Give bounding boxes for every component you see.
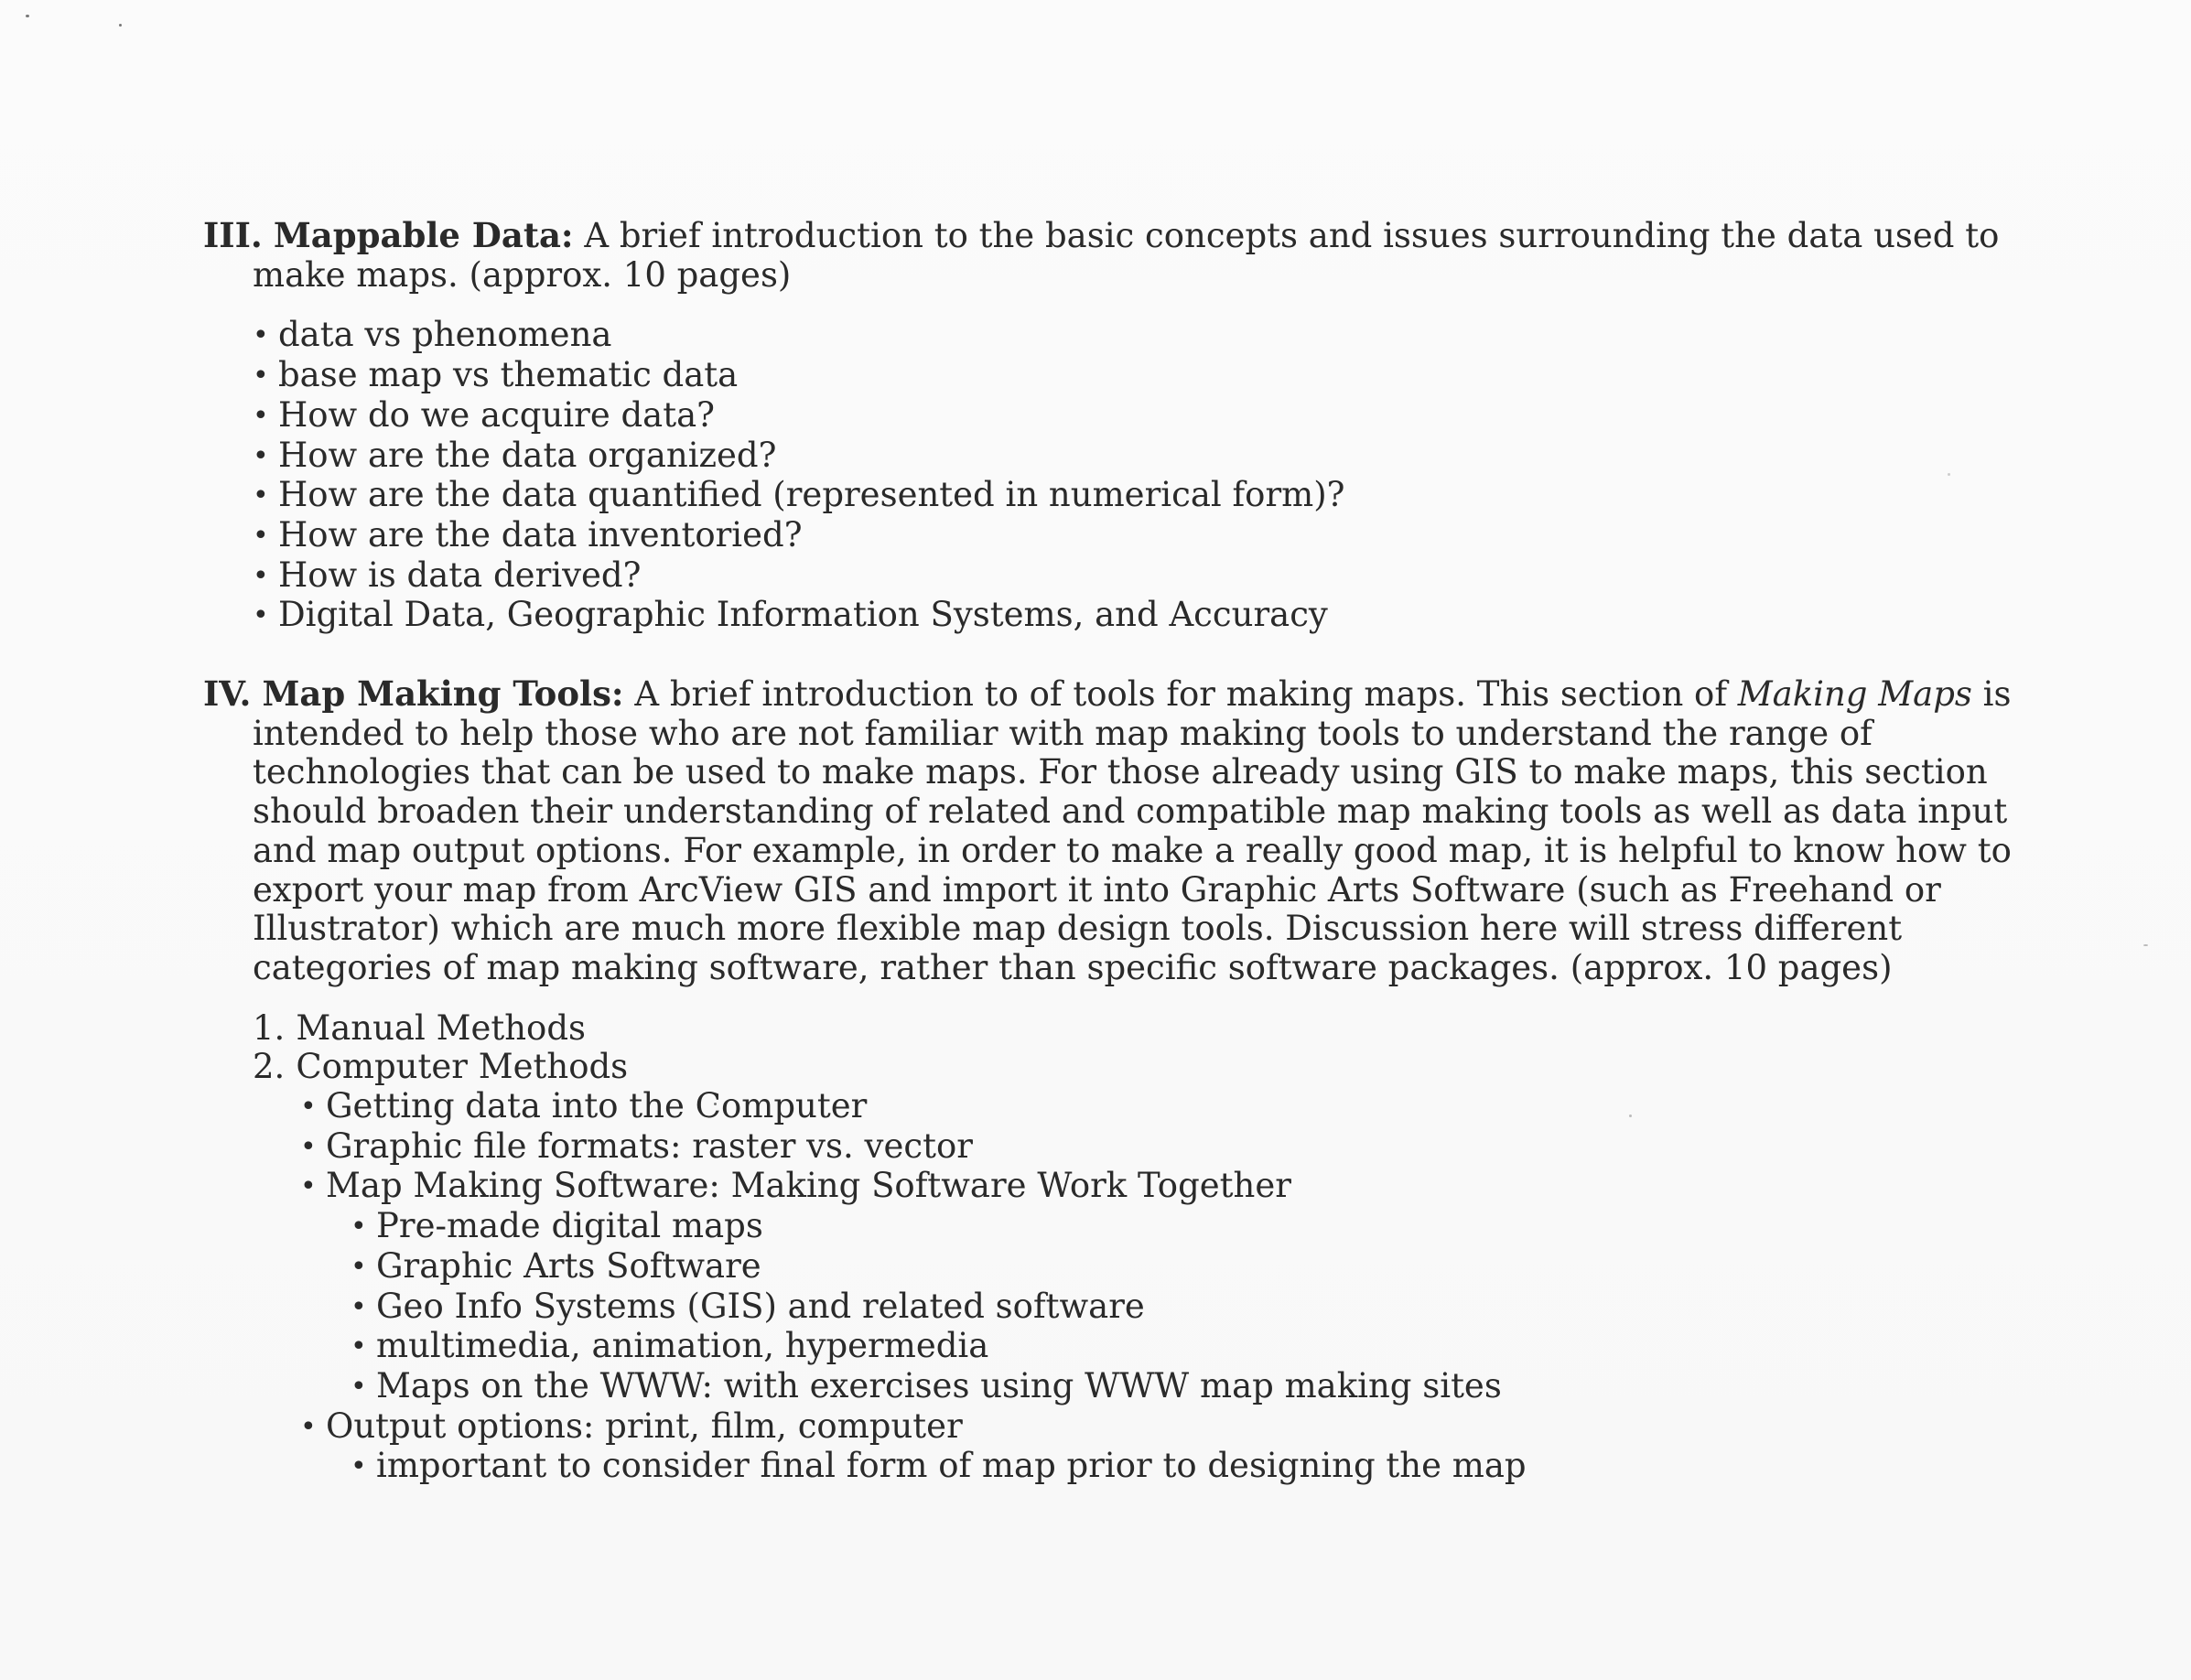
list-item: • Getting data into the Computer (300, 1086, 868, 1126)
topic-list (203, 316, 2034, 636)
bullet-icon: • (253, 319, 269, 352)
section-number: III. (203, 215, 263, 255)
computer-methods-list (253, 1087, 2034, 1487)
list-item: • Graphic file formats: raster vs. vector (300, 1125, 973, 1166)
bullet-icon: • (300, 1130, 317, 1163)
bullet-icon: • (300, 1170, 317, 1203)
list-item: • How is data derived? (253, 555, 642, 595)
document-content (203, 216, 2034, 1487)
list-item: • Geo Info Systems (GIS) and related software (351, 1286, 1145, 1326)
bullet-icon: • (253, 599, 269, 632)
book-title: Making Maps (1737, 674, 1972, 715)
list-item: • How are the data inventoried? (253, 514, 803, 555)
list-item: • Output options: print, film, computer • important to consider final form of map prior to designing the map (300, 1407, 2034, 1487)
section-number: IV. (203, 673, 252, 715)
list-item: • important to consider final form of map prior to designing the map (351, 1446, 1527, 1486)
list-item: • Graphic Arts Software (351, 1245, 761, 1286)
scan-speck (2143, 944, 2148, 946)
bullet-icon: • (253, 519, 269, 552)
bullet-icon: • (253, 439, 269, 472)
bullet-icon: • (351, 1250, 367, 1283)
bullet-icon: • (351, 1211, 367, 1244)
scan-speck (26, 15, 29, 17)
section-mappable-data (203, 216, 2034, 636)
software-list (300, 1207, 2034, 1407)
list-item: • data vs phenomena (253, 315, 612, 355)
method-list (203, 1009, 2034, 1487)
section-description: A brief introduction to the basic concepts and issues surrounding the data used to make maps. (approx. 10 pages) (253, 216, 2000, 295)
bullet-icon: • (253, 559, 269, 592)
list-item: • How are the data quantified (represented in numerical form)? (253, 475, 1345, 515)
bullet-icon: • (253, 479, 269, 512)
list-item: 1. Manual Methods (253, 1007, 586, 1048)
bullet-icon: • (253, 360, 269, 393)
section-heading (203, 216, 2034, 295)
bullet-icon: • (253, 399, 269, 432)
section-description: A brief introduction to of tools for making maps. This section of (634, 674, 1738, 715)
list-item: • multimedia, animation, hypermedia (351, 1326, 989, 1366)
list-item: • Maps on the WWW: with exercises using WWW map making sites (351, 1365, 1502, 1405)
section-title: Mappable Data: (273, 215, 574, 255)
list-item: • Map Making Software: Making Software Work Together • Pre-made digital maps • Graphic Arts Software • Geo Info Systems (GIS) and related software • multimedia, animation, hypermedia • Maps on the WWW: with exercises using WWW map making sites (300, 1167, 2034, 1406)
list-item: • Pre-made digital maps (351, 1206, 763, 1246)
bullet-icon: • (300, 1091, 317, 1124)
bullet-icon: • (351, 1330, 367, 1363)
output-list (300, 1447, 2034, 1487)
section-title: Map Making Tools: (262, 673, 624, 715)
list-item: • Digital Data, Geographic Information Systems, and Accuracy (253, 595, 1328, 635)
list-item: • base map vs thematic data (253, 355, 739, 395)
bullet-icon: • (351, 1450, 367, 1483)
scan-speck (119, 24, 122, 27)
bullet-icon: • (351, 1290, 367, 1323)
bullet-icon: • (351, 1370, 367, 1403)
section-heading (203, 674, 2034, 988)
section-map-making-tools (203, 674, 2034, 1487)
section-description-cont: is intended to help those who are not familiar with map making tools to understand the range of technologies that can be used to make maps. For those already using GIS to make maps, this section should broaden their understanding of related and compatible map making tools as well as data input and map output options. For example, in order to make a really good map, it is helpful to know how to export your map from ArcView GIS and import it into Graphic Arts Software (such as Freehand or Illustrator) which are much more flexible map design tools. Discussion here will stress different categories of map making software, rather than specific software packages. (approx. 10 pages) (253, 674, 2012, 987)
list-item: 2. Computer Methods • Getting data into the Computer • Graphic file formats: raster vs. vector • Map Making Software: Making Software Work Together • Pre-made digital maps • Graphic Arts Software • Geo Info Systems (GIS) and related software • multimedia, animation, hypermedia • Maps on the WWW: with exercises using WWW map making sites • Output options: print, film, computer • important to consider final form of map prior to designing the map (253, 1048, 2034, 1487)
list-item: • How are the data organized? (253, 435, 777, 475)
bullet-icon: • (300, 1410, 317, 1443)
list-item: • How do we acquire data? (253, 394, 716, 435)
